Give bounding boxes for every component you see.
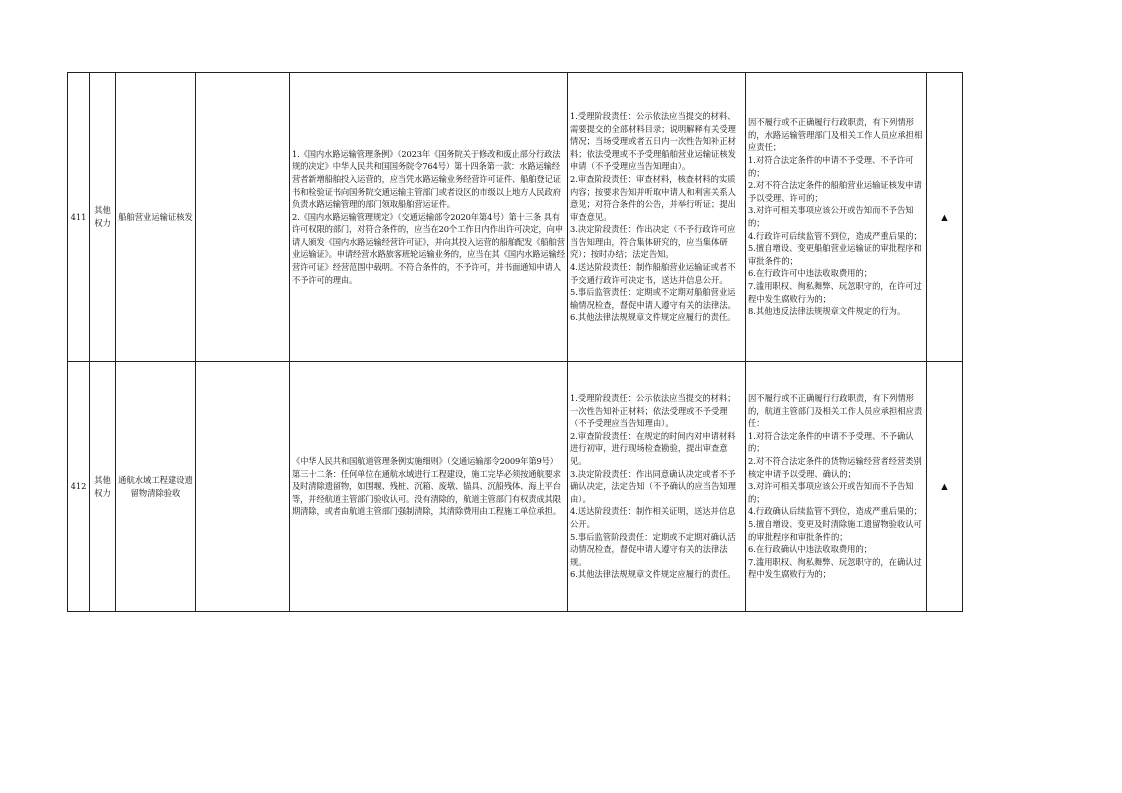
responsibility-item: 3.决定阶段责任：作出同意确认决定或者不予确认决定，法定告知（不予确认的应当告知理由）。 — [570, 468, 736, 504]
seq-cell: 411 — [68, 73, 90, 362]
responsibility-item: 6.其他法律法规规章文件规定应履行的责任。 — [570, 569, 736, 580]
table-row — [68, 362, 963, 612]
category-cell: 其他权力 — [90, 73, 116, 362]
item-name-cell: 船舶营业运输证核发 — [116, 73, 196, 362]
responsibility-item: 5.事后监管责任：定期或不定期对船舶营业运输情况检查，督促申请人遵守有关的法律法。 — [570, 287, 736, 310]
accountability-item: 5.擅自增设、变更船舶营业运输证的审批程序和审批条件的； — [748, 243, 922, 266]
sub-item-cell — [196, 362, 290, 612]
sub-item-cell — [196, 73, 290, 362]
accountability-item: 3.对许可相关事项应该公开或告知而不予告知的； — [748, 481, 914, 504]
accountability-item: 1.对符合法定条件的申请不予受理、不予许可的； — [748, 155, 914, 178]
accountability-cell — [746, 73, 927, 362]
triangle-mark-icon: ▲ — [927, 73, 963, 362]
accountability-cell — [746, 362, 927, 612]
category-cell: 其他权力 — [90, 362, 116, 612]
accountability-item: 3.对许可相关事项应该公开或告知而不予告知的； — [748, 205, 914, 228]
table-row — [68, 73, 963, 362]
accountability-item: 因不履行或不正确履行行政职责，有下列情形的，航道主管部门及相关工作人员应承担相应责任： — [748, 393, 923, 429]
accountability-item: 7.滥用职权、徇私舞弊、玩忽职守的，在许可过程中发生腐败行为的； — [748, 280, 922, 304]
responsibility-item: 1.受理阶段责任：公示依法应当提交的材料；一次性告知补正材料；依法受理或不予受理（不予受理应当告知理由）。 — [570, 393, 736, 429]
accountability-item: 4.行政许可后续监管不到位，造成严重后果的； — [748, 230, 922, 241]
accountability-item: 因不履行或不正确履行行政职责，有下列情形的，水路运输管理部门及相关工作人员应承担相应责任； — [748, 117, 923, 153]
responsibility-cell — [568, 73, 746, 362]
accountability-item: 8.其他违反法律法规规章文件规定的行为。 — [748, 306, 906, 317]
accountability-item: 2.对不符合法定条件的船舶营业运输证核发申请予以受理、许可的； — [748, 180, 922, 203]
accountability-item: 7.滥用职权、徇私舞弊、玩忽职守的，在确认过程中发生腐败行为的； — [748, 556, 922, 580]
responsibility-item: 4.送达阶段责任：制作相关证明，送达并信息公开。 — [570, 506, 736, 529]
power-list-table — [67, 72, 963, 612]
triangle-mark-icon: ▲ — [927, 362, 963, 612]
accountability-item: 6.在行政确认中违法收取费用的； — [748, 544, 873, 555]
accountability-item: 5.擅自增设、变更及时清除施工遗留物验收认可的审批程序和审批条件的； — [748, 518, 922, 542]
responsibility-item: 4.送达阶段责任：制作船舶营业运输证或者不予交通行政许可决定书，送达并信息公开。 — [570, 262, 736, 285]
item-name-cell: 通航水域工程建设遗留物清除验收 — [116, 362, 196, 612]
accountability-item: 2.对不符合法定条件的货物运输经营者经营类别核定申请予以受理、确认的； — [748, 456, 922, 479]
responsibility-item: 6.其他法律法规规章文件规定应履行的责任。 — [570, 312, 736, 323]
responsibility-cell — [568, 362, 746, 612]
accountability-item: 6.在行政许可中违法收取费用的； — [748, 268, 873, 279]
responsibility-item: 3.决定阶段责任：作出决定（不予行政许可应当告知理由，符合集体研究的，应当集体研究）；按时办结；法定告知。 — [570, 224, 736, 260]
legal-basis-cell — [290, 362, 568, 612]
responsibility-item: 1.受理阶段责任：公示依法应当提交的材料、需要提交的全部材料目录；说明解释有关受理情况；当场受理或者五日内一次性告知补正材料；依法受理或不予受理船舶营业运输证核发申请（不予受理应当告知理由）。 — [570, 110, 736, 172]
responsibility-item: 2.审查阶段责任：审查材料，核查材料的实质内容；按要求告知并听取申请人和利害关系人意见；对符合条件的公告，并举行听证；提出审查意见。 — [570, 173, 736, 222]
accountability-item: 4.行政确认后续监管不到位，造成严重后果的； — [748, 506, 922, 517]
basis-text: 《中华人民共和国航道管理条例实施细则》（交通运输部令2009年第9号）第三十二条：任何单位在通航水域进行工程建设，施工完毕必须按通航要求及时清除遗留物，如围堰、残桩、沉箱、废墩、锚具、沉船残体、海上平台等，并经航道主管部门验收认可。没有清除的，航道主管部门有权责成其限期清除，或者由航道主管部门强制清除，其清除费用由工程施工单位承担。 — [292, 456, 561, 517]
accountability-item: 1.对符合法定条件的申请不予受理、不予确认的； — [748, 430, 914, 454]
basis-text: 1.《国内水路运输管理条例》（2023年《国务院关于修改和废止部分行政法规的决定》中华人民共和国国务院令764号）第十四条第一款：水路运输经营者新增船舶投入运营的，应当凭水路运输业务经营许可证件、船舶登记证书和检验证书向国务院交通运输主管部门或者设区的市级以上地方人民政府负责水路运输管理的部门领取船舶营运证件。 2.《国内水路运输管理规定》（交通运输部令2020年第4号）第十三条 具有许可权限的部门，对符合条件的，应当在20个工作日内作出许可决定，向申请人颁发《国内水路运输经营许可证》，并向其投入运营的船舶配发《船舶营业运输证》。申请经营水路旅客班轮运输业务的，应当在其《国内水路运输经营许可证》经营范围中载明。不符合条件的，不予许可，并书面通知申请人不予许可的理由。 — [292, 148, 565, 285]
legal-basis-cell — [290, 73, 568, 362]
responsibility-item: 2.审查阶段责任：在规定的时间内对申请材料进行初审，进行现场检查勘验，提出审查意见。 — [570, 430, 736, 467]
seq-cell: 412 — [68, 362, 90, 612]
responsibility-item: 5.事后监管阶段责任：定期或不定期对确认活动情况检查，督促申请人遵守有关的法律法规。 — [570, 531, 736, 567]
